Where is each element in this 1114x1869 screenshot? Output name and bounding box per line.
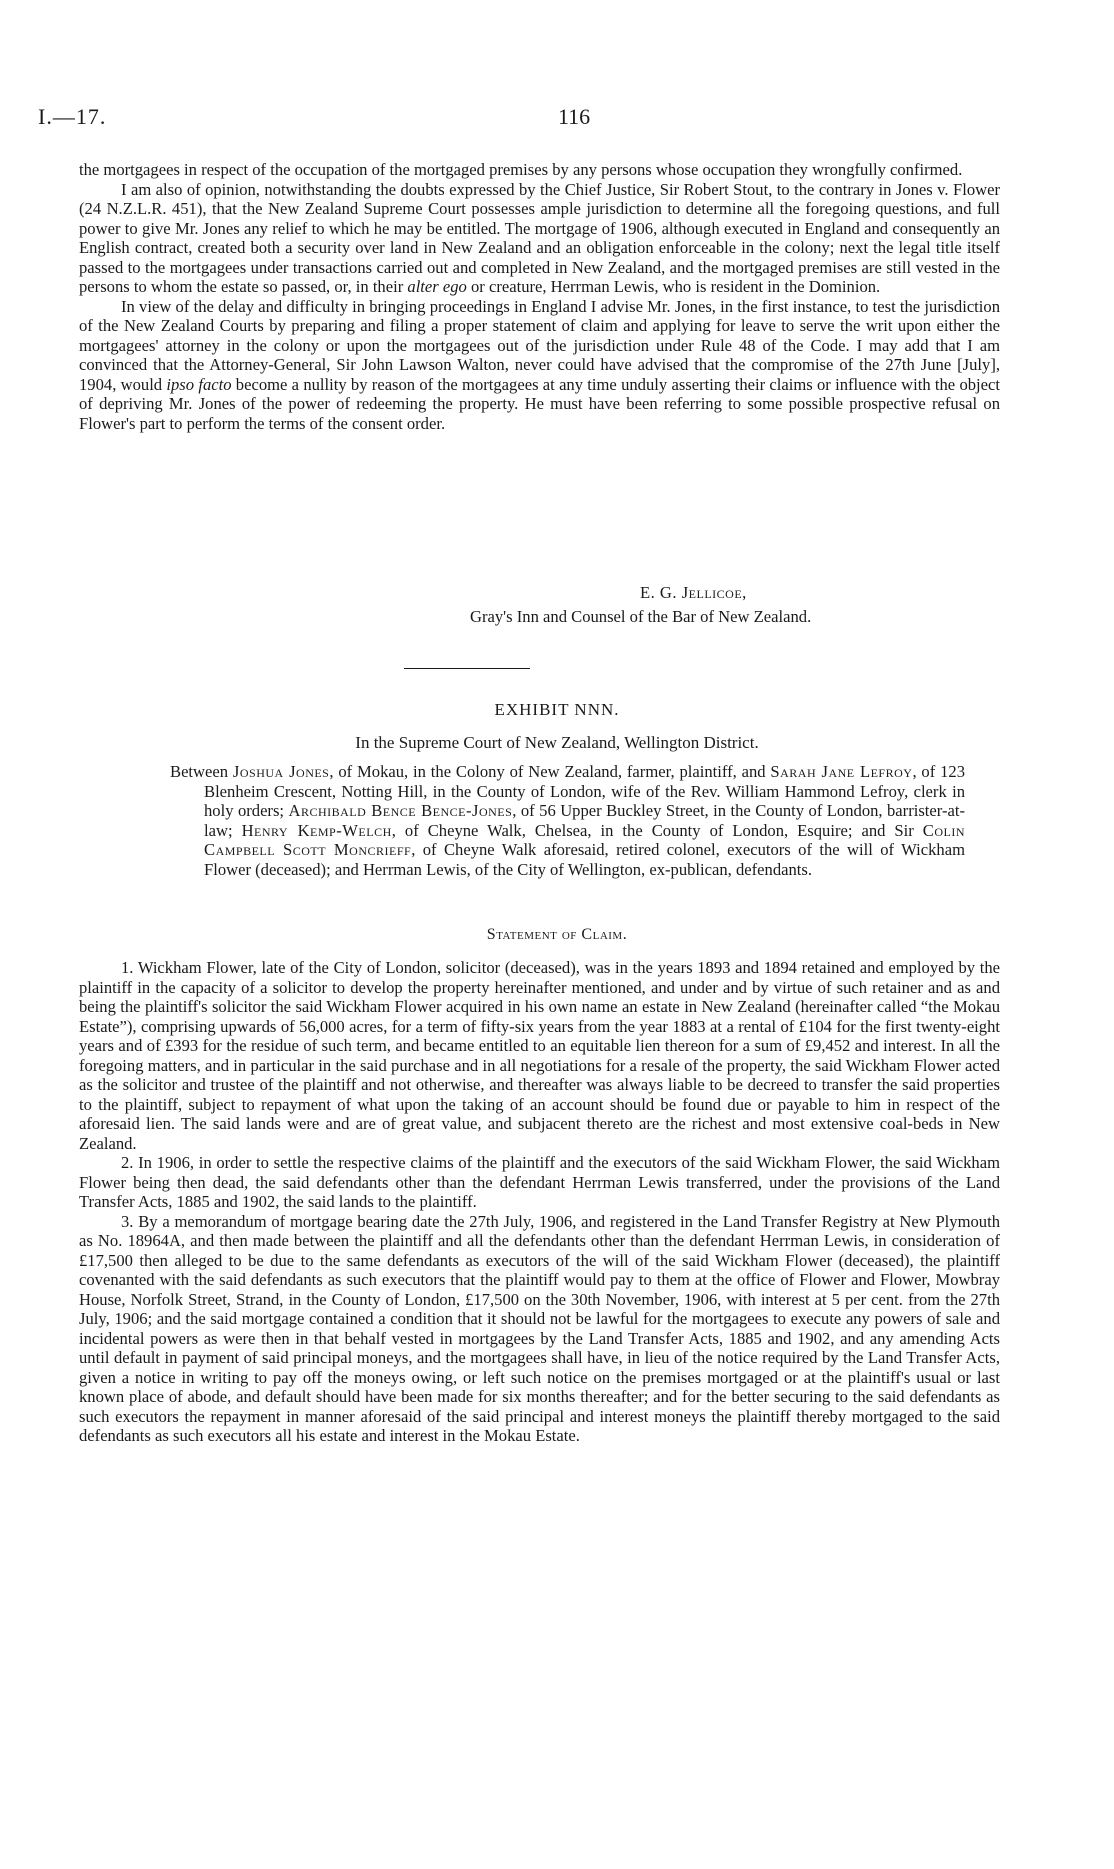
opinion-paragraph: the mortgagees in respect of the occupation of the mortgaged premises by any persons whose occupation they wrongfully confirmed. xyxy=(79,160,963,179)
opinion-paragraph-tail: become a nullity by reason of the mortgagees at any time unduly asserting their claims or influence with the object of depriving Mr. Jones of the power of redeeming the property. He must have been referring to some possible prospective refusal on Flower's part to perform the terms of the consent order. xyxy=(79,374,1000,433)
party-name: Sarah Jane Lefroy xyxy=(770,762,913,781)
party-name: Joshua Jones xyxy=(232,762,330,781)
parties-block xyxy=(170,762,965,880)
party-name: Henry Kemp-Welch xyxy=(241,820,392,840)
signature-name: E. G. Jellicoe, xyxy=(640,583,747,602)
opinion-paragraph-body: I am also of opinion, notwithstanding the doubts expressed by the Chief Justice, Sir Robert Stout, to the contrary in Jones v. Flower (24 N.Z.L.R. 451), that the New Zealand Supreme Court possesses ample jurisdiction to determine all the foregoing questions, and full power to give Mr. Jones any relief to which he may be entitled. The mortgage of 1906, although executed in England and consequently an English contract, created both a security over land in New Zealand and an obligation enforceable in the colony; next the legal title itself passed to the mortgagees under transactions carried out and completed in New Zealand, and the mortgaged premises are still vested in the persons to whom the estate so passed, or, in their xyxy=(79,179,1000,296)
claim-paragraph: 3. By a memorandum of mortgage bearing date the 27th July, 1906, and registered in the Land Transfer Registry at New Plymouth as No. 18964A, and then made between the plaintiff and all the defendants other than the defendant Herrman Lewis, in consideration of £17,500 then alleged to be due to the same defendants as executors of the will of the said Wickham Flower (deceased), the plaintiff covenanted with the said defendants as such executors that the plaintiff would pay to them at the office of Flower and Flower, Mowbray House, Norfolk Street, Strand, in the County of London, £17,500 on the 30th November, 1906, with interest at 5 per cent. from the 27th July, 1906; and the said mortgage contained a condition that it should not be lawful for the mortgagees to execute any powers of sale and incidental powers as were then in that behalf vested in mortgagees by the Land Transfer Acts, 1885 and 1902, and any amending Acts until default in payment of said principal moneys, and the mortgagees shall have, in lieu of the notice required by the Land Transfer Acts, given a notice in writing to pay off the moneys owing, or left such notice on the premises mortgaged or at the plaintiff's usual or last known place of abode, and default should have been made for six months thereafter; and for the better securing to the said defendants as such executors the repayment in manner aforesaid of the said principal and interest moneys the plaintiff thereby mortgaged to the said defendants as such executors all his estate and interest in the Mokau Estate. xyxy=(79,1211,1000,1445)
ipso-facto-phrase: ipso facto xyxy=(166,374,232,394)
parties-intro: Between xyxy=(170,762,229,781)
claim-text xyxy=(79,958,1000,1446)
opinion-paragraph xyxy=(79,297,1000,434)
party-description: , of Mokau, in the Colony of New Zealand, farmer, plaintiff, and xyxy=(329,762,771,781)
claim-paragraph: 1. Wickham Flower, late of the City of London, solicitor (deceased), was in the years 1893 and 1894 retained and employed by the plaintiff in the capacity of a solicitor to develop the property hereinafter mentioned, and under and by virtue of such retainer and as and being the plaintiff's solicitor the said Wickham Flower acquired in his own name an estate in New Zealand (hereinafter called “the Mokau Estate”), comprising upwards of 56,000 acres, for a term of fifty-six years from the year 1883 at a rental of £104 for the first twenty-eight years and of £393 for the residue of such term, and became entitled to an equitable lien thereon for a sum of £9,452 and interest. In all the foregoing matters, and in particular in the said purchase and in all negotiations for a resale of the property, the said Wickham Flower acted as the solicitor and trustee of the plaintiff and not otherwise, and thereafter was always liable to be decreed to transfer the said properties to the plaintiff, subject to repayment of what upon the taking of an account should be found due or payable to him in respect of the aforesaid lien. The said lands were and are of great value, and subjacent thereto are the richest and most extensive coal-beds in New Zealand. xyxy=(79,958,1000,1153)
party-description: , of 123 Blenheim Crescent, Notting Hill, in the County of London, wife of the Rev. William Hammond Lefroy, clerk in holy orders; xyxy=(204,762,965,821)
party-description: , of Cheyne Walk, Chelsea, in the County of London, Esquire; and Sir xyxy=(391,820,923,840)
page-number: 116 xyxy=(558,104,591,129)
party-description: , of Cheyne Walk aforesaid, retired colonel, executors of the will of Wickham Flower (deceased); and Herrman Lewis, of the City of Wellington, ex-publican, defendants. xyxy=(204,840,966,879)
page-header xyxy=(38,104,1078,136)
signature-title: Gray's Inn and Counsel of the Bar of New Zealand. xyxy=(470,607,812,626)
claim-paragraph: 2. In 1906, in order to settle the respective claims of the plaintiff and the executors of the said Wickham Flower, the said Wickham Flower being then dead, the said defendants other than the defendant Herrman Lewis transferred, under the provisions of the Land Transfer Acts, 1885 and 1902, the said lands to the plaintiff. xyxy=(79,1153,1000,1211)
court-title: In the Supreme Court of New Zealand, Wellington District. xyxy=(355,733,759,752)
party-name: Colin Campbell Scott Moncrieff xyxy=(204,820,966,860)
opinion-paragraph-body: In view of the delay and difficulty in bringing proceedings in England I advise Mr. Jones, in the first instance, to test the jurisdiction of the New Zealand Courts by preparing and filing a proper statement of claim and applying for leave to serve the writ upon either the mortgagees' attorney in the colony or upon the mortgagees out of the jurisdiction under Rule 48 of the Code. I may add that I am convinced that the Attorney-General, Sir John Lawson Walton, never could have advised that the compromise of the 27th June [July], 1904, would xyxy=(79,296,1000,394)
exhibit-title: EXHIBIT NNN. xyxy=(494,700,620,719)
party-description: , of 56 Upper Buckley Street, in the County of London, barrister-at-law; xyxy=(204,801,965,840)
party-name: Archibald Bence Bence-Jones xyxy=(288,801,513,821)
statement-of-claim-title: Statement of Claim. xyxy=(486,926,628,943)
report-code: I.—17. xyxy=(38,104,107,129)
opinion-text xyxy=(79,160,1000,433)
opinion-paragraph-tail: or creature, Herrman Lewis, who is resident in the Dominion. xyxy=(471,277,881,296)
alter-ego-phrase: alter ego xyxy=(407,277,467,296)
opinion-paragraph xyxy=(79,180,1000,297)
parties-paragraph xyxy=(170,762,965,880)
section-divider xyxy=(404,668,530,669)
